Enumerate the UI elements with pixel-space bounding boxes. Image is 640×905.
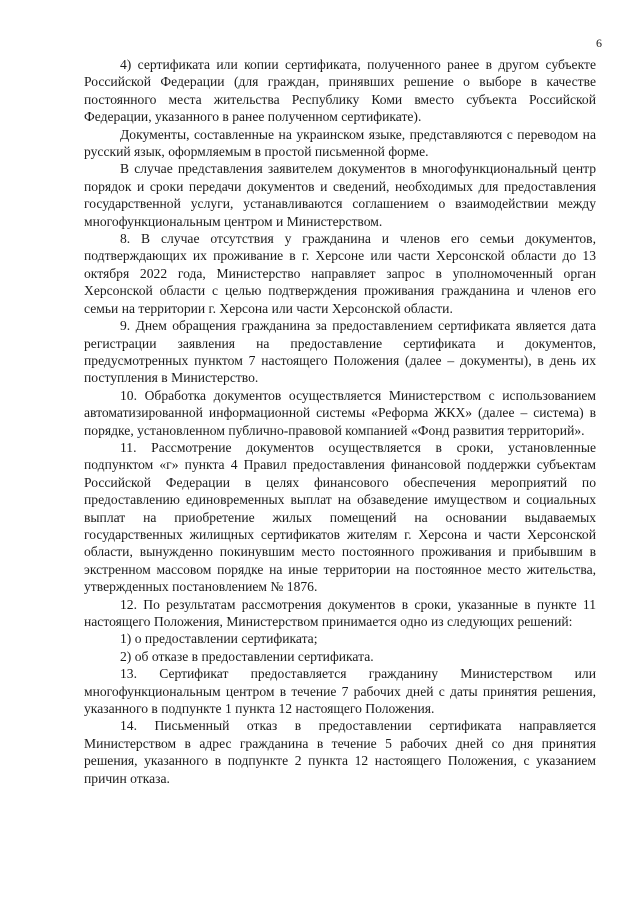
paragraph-item-12-option-2: 2) об отказе в предоставлении сертификата. (120, 648, 374, 664)
paragraph-item-10: 10. Обработка документов осуществляется Министерством с использованием автоматизированной информационной системы «Реформа ЖКХ» (далее – система) в порядке, установленном публично-правовой компанией «Фонд развития территорий». (84, 387, 596, 438)
paragraph-item-12-option-1: 1) о предоставлении сертификата; (120, 631, 318, 647)
paragraph-ukrainian-documents: Документы, составленные на украинском языке, представляются с переводом на русский язык, оформляемым в простой письменной форме. (84, 126, 596, 160)
paragraph-sub-4-certificate: 4) сертификата или копии сертификата, полученного ранее в другом субъекте Российской Федерации (для граждан, принявших решение о выборе в качестве постоянного места жительства Республику Коми вместо субъекта Российской Федерации, указанного в ранее полученном сертификате). (84, 57, 596, 125)
paragraph-multifunctional-center: В случае представления заявителем документов в многофункциональный центр порядок и сроки передачи документов и сведений, необходимых для предоставления государственной услуги, устанавливаются соглашением о взаимодействии между многофункциональным центром и Министерством. (84, 161, 596, 229)
paragraph-item-11: 11. Рассмотрение документов осуществляется в сроки, установленные подпунктом «г» пункта 4 Правил предоставления финансовой поддержки субъектам Российской Федерации в целях финансового обеспечения мероприятий по предоставлению единовременных выплат на обзаведение имуществом и социальных выплат на приобретение жилых помещений на основании выдаваемых государственных жилищных сертификатов жителям г. Херсона и части Херсонской области, вынужденно покинувшим место постоянного проживания и прибывшим в экстренном массовом порядке на иные территории на постоянное место жительства, утвержденных постановлением № 1876. (84, 439, 596, 595)
paragraph-item-8: 8. В случае отсутствия у гражданина и членов его семьи документов, подтверждающих их проживание в г. Херсоне или части Херсонской области до 13 октября 2022 года, Министерство направляет запрос в уполномоченный орган Херсонской области с целью подтверждения проживания гражданина и членов его семьи на территории г. Херсона или части Херсонской области. (84, 231, 596, 316)
page-number: 6 (596, 36, 602, 50)
paragraph-item-9: 9. Днем обращения гражданина за предоставлением сертификата является дата регистрации заявления на предоставление сертификата и документов, предусмотренных пунктом 7 настоящего Положения (далее – документы), в день их поступления в Министерство. (84, 318, 596, 386)
paragraph-item-12: 12. По результатам рассмотрения документов в сроки, указанные в пункте 11 настоящего Положения, Министерством принимается одно из следующих решений: (84, 596, 596, 629)
paragraph-item-14: 14. Письменный отказ в предоставлении сертификата направляется Министерством в адрес гражданина в течение 5 рабочих дней со дня принятия решения, указанного в подпункте 2 пункта 12 настоящего Положения, с указанием причин отказа. (84, 718, 596, 786)
paragraph-item-13: 13. Сертификат предоставляется гражданину Министерством или многофункциональным центром в течение 7 рабочих дней с даты принятия решения, указанного в подпункте 1 пункта 12 настоящего Положения. (84, 666, 596, 717)
document-body (84, 56, 596, 787)
